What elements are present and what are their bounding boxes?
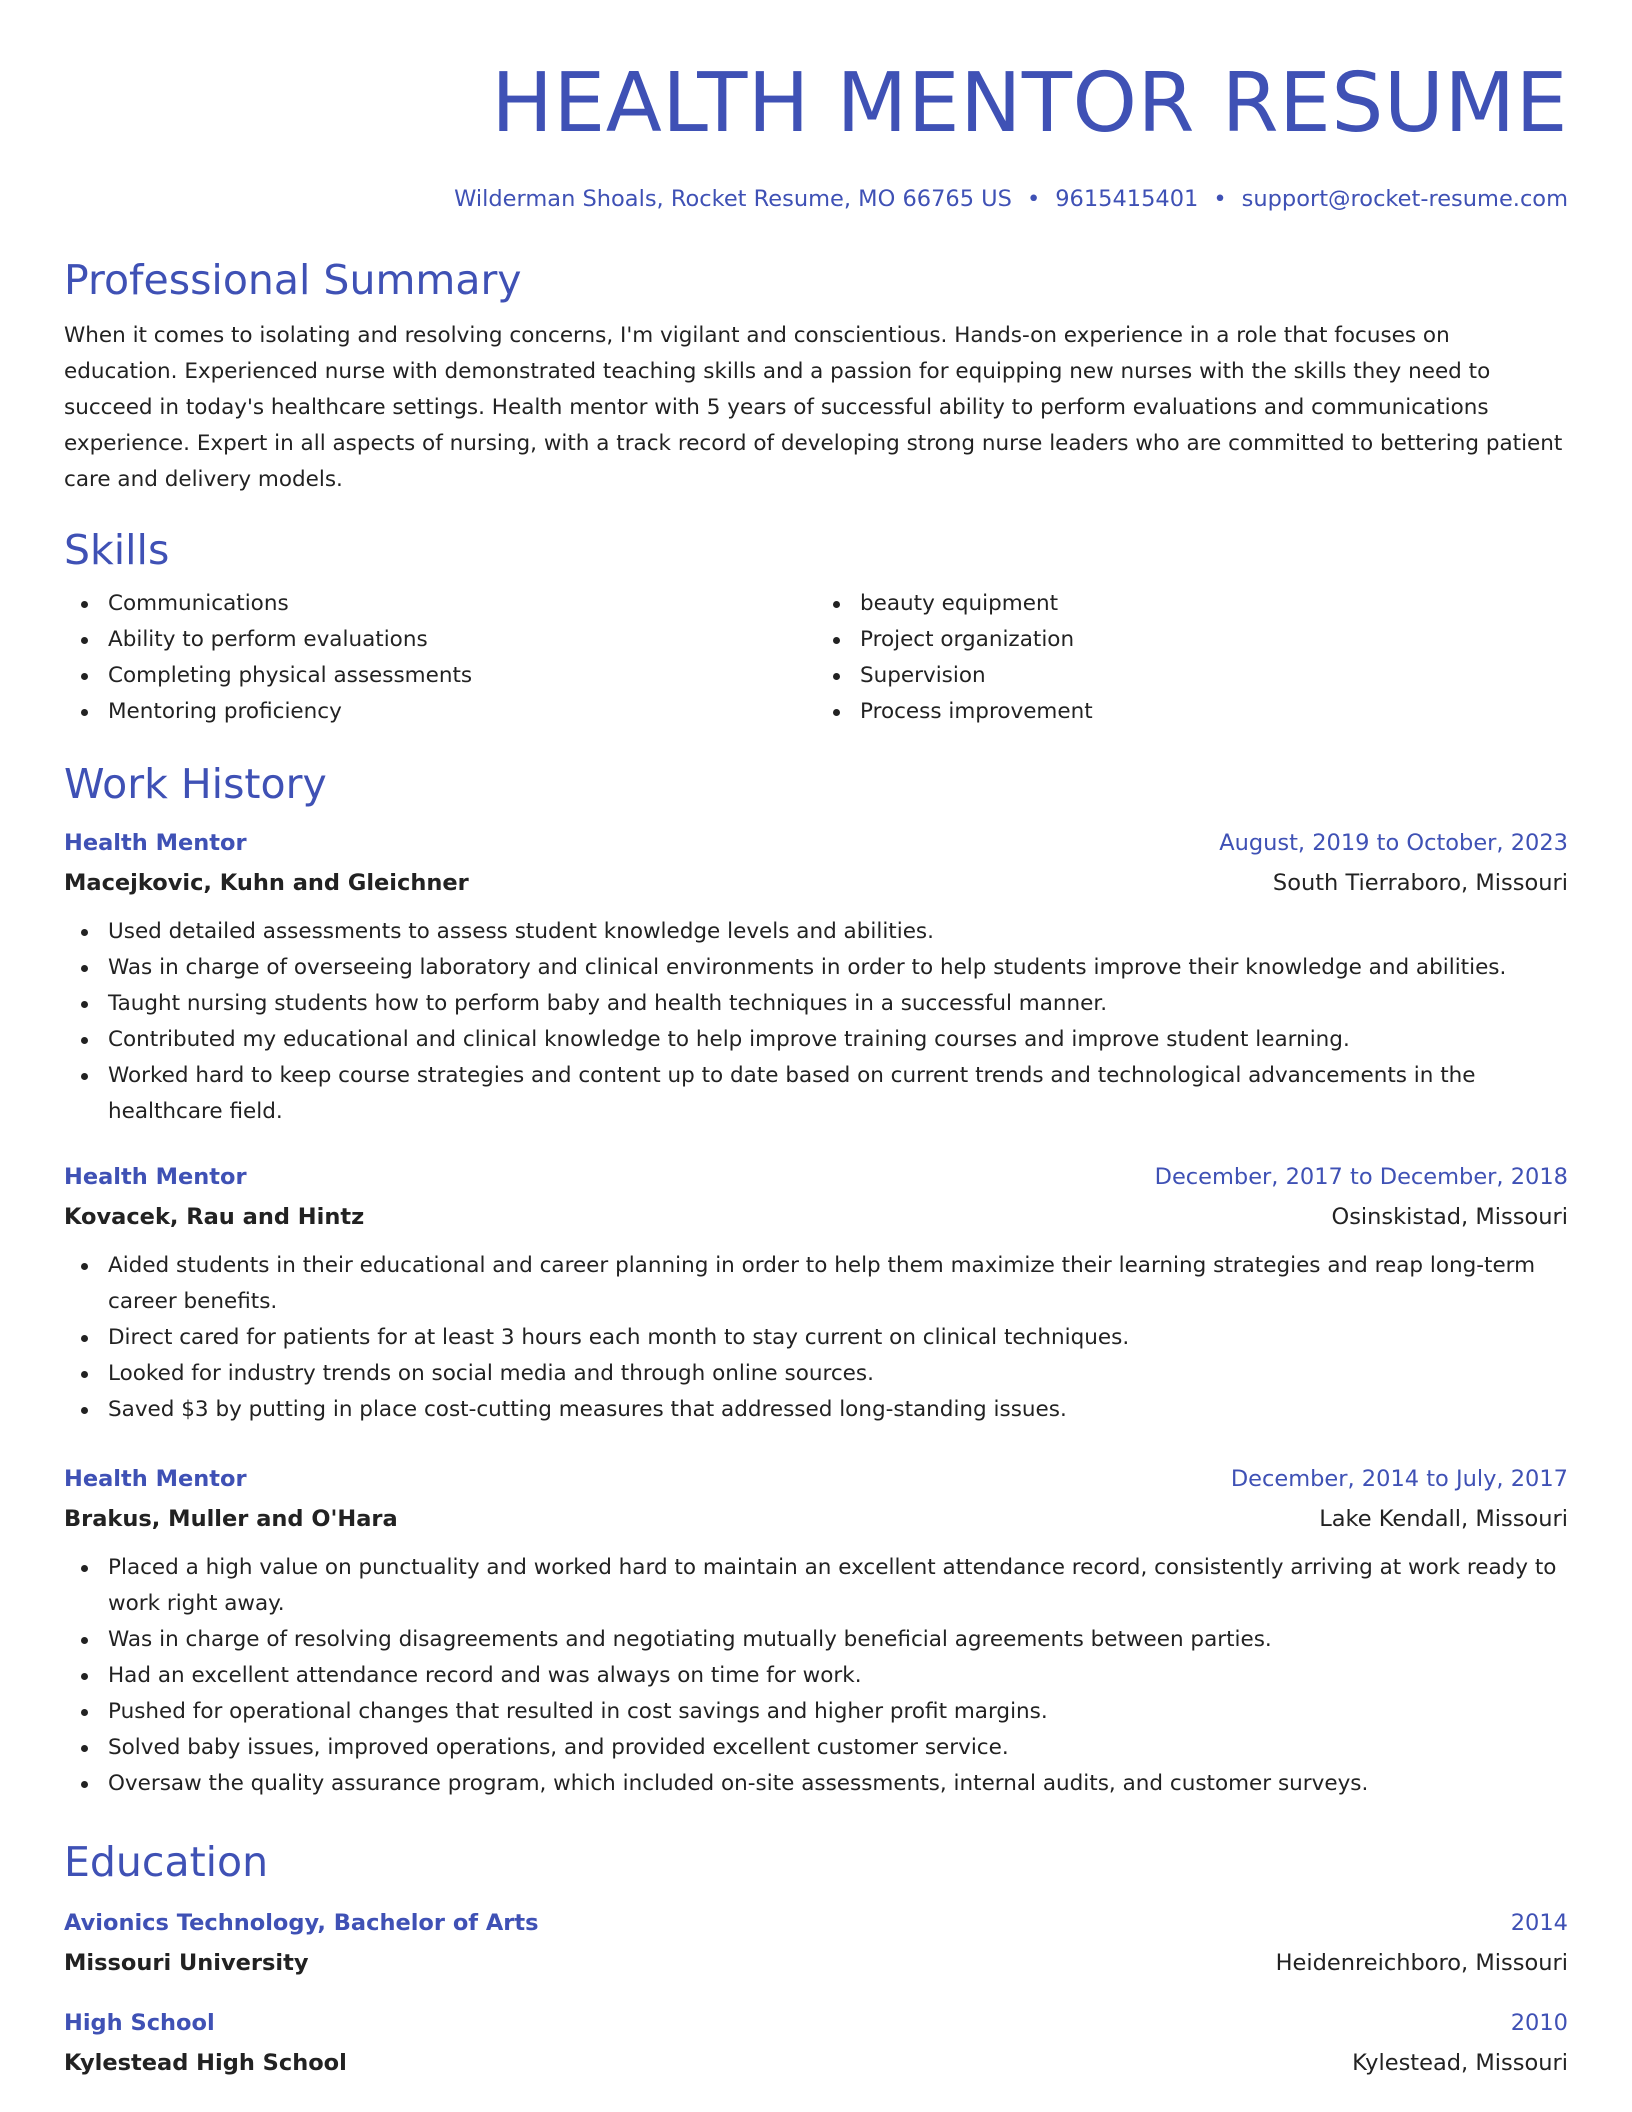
job-entry (64, 1162, 1568, 1428)
job-role: Health Mentor (64, 830, 247, 856)
job-bullet: Was in charge of overseeing laboratory and clinical environments in order to help students improve their knowledge and abilities. (108, 950, 1568, 986)
education-degree: High School (64, 2010, 215, 2036)
resume-header (64, 0, 1568, 214)
contact-phone: 9615415401 (1055, 186, 1199, 212)
job-bullet: Oversaw the quality assurance program, which included on-site assessments, internal audits, and customer surveys. (108, 1766, 1568, 1802)
job-entry (64, 828, 1568, 1130)
job-bullet: Aided students in their educational and career planning in order to help them maximize their learning strategies and reap long-term career benefits. (108, 1248, 1568, 1320)
skills-heading: Skills (64, 526, 170, 574)
job-bullet: Pushed for operational changes that resulted in cost savings and higher profit margins. (108, 1694, 1568, 1730)
job-bullets (64, 1248, 1568, 1428)
job-dates: December, 2014 to July, 2017 (1230, 1466, 1568, 1492)
summary-text: When it comes to isolating and resolving concerns, I'm vigilant and conscientious. Hands-on experience in a role that focuses on education. Experienced nurse with demonstrated teaching skills and a passion for equipping new nurses with the skills they need to succeed in today's healthcare settings. Health mentor with 5 years of successful ability to perform evaluations and communications experience. Expert in all aspects of nursing, with a track record of developing strong nurse leaders who are committed to bettering patient care and delivery models. (64, 323, 1563, 492)
job-bullet: Used detailed assessments to assess student knowledge levels and abilities. (108, 914, 1568, 950)
job-bullets (64, 1550, 1568, 1802)
job-company-row (64, 868, 1568, 898)
job-bullet: Had an excellent attendance record and was always on time for work. (108, 1658, 1568, 1694)
job-company: Macejkovic, Kuhn and Gleichner (64, 870, 469, 896)
job-bullet: Was in charge of resolving disagreements and negotiating mutually beneficial agreements between parties. (108, 1622, 1568, 1658)
job-company-row (64, 1202, 1568, 1232)
education-location: Heidenreichboro, Missouri (1275, 1950, 1568, 1976)
job-bullet: Worked hard to keep course strategies and content up to date based on current trends and technological advancements in the healthcare field. (108, 1058, 1568, 1130)
job-role-row (64, 1464, 1568, 1494)
education-school: Missouri University (64, 1950, 309, 1976)
job-bullets (64, 914, 1568, 1130)
job-role-row (64, 828, 1568, 858)
education-entry (64, 2008, 1568, 2078)
education-school-row (64, 2048, 1568, 2078)
job-company: Brakus, Muller and O'Hara (64, 1506, 398, 1532)
education-year: 2010 (1510, 2010, 1568, 2036)
skill-item: Process improvement (860, 694, 1568, 730)
job-role: Health Mentor (64, 1164, 247, 1190)
contact-separator: • (1026, 186, 1041, 212)
skill-item: Mentoring proficiency (108, 694, 816, 730)
job-location: South Tierraboro, Missouri (1272, 870, 1568, 896)
education-school: Kylestead High School (64, 2050, 347, 2076)
education-year: 2014 (1510, 1910, 1568, 1936)
education-degree: Avionics Technology, Bachelor of Arts (64, 1910, 539, 1936)
skills-list-right (816, 586, 1568, 730)
skill-item: Ability to perform evaluations (108, 622, 816, 658)
summary-heading: Professional Summary (64, 256, 522, 304)
job-role-row (64, 1162, 1568, 1192)
job-dates: August, 2019 to October, 2023 (1219, 830, 1568, 856)
job-role: Health Mentor (64, 1466, 247, 1492)
contact-separator: • (1213, 186, 1227, 212)
skills-grid (64, 586, 1568, 730)
job-bullet: Direct cared for patients for at least 3 hours each month to stay current on clinical techniques. (108, 1320, 1568, 1356)
skill-item: Communications (108, 586, 816, 622)
education-location: Kylestead, Missouri (1352, 2050, 1568, 2076)
education-school-row (64, 1948, 1568, 1978)
education-heading: Education (64, 1838, 269, 1886)
job-location: Osinskistad, Missouri (1331, 1204, 1568, 1230)
skill-item: Project organization (860, 622, 1568, 658)
education-degree-row (64, 2008, 1568, 2038)
resume-name: HEALTH MENTOR RESUME (491, 56, 1568, 151)
job-dates: December, 2017 to December, 2018 (1154, 1164, 1568, 1190)
job-company-row (64, 1504, 1568, 1534)
job-bullet: Saved $3 by putting in place cost-cutting measures that addressed long-standing issues. (108, 1392, 1568, 1428)
skill-item: beauty equipment (860, 586, 1568, 622)
job-company: Kovacek, Rau and Hintz (64, 1204, 365, 1230)
job-bullet: Contributed my educational and clinical knowledge to help improve training courses and improve student learning. (108, 1022, 1568, 1058)
contact-email: support@rocket-resume.com (1241, 186, 1568, 212)
job-bullet: Looked for industry trends on social media and through online sources. (108, 1356, 1568, 1392)
work-history-heading: Work History (64, 760, 327, 808)
job-location: Lake Kendall, Missouri (1319, 1506, 1568, 1532)
job-bullet: Placed a high value on punctuality and worked hard to maintain an excellent attendance record, consistently arriving at work ready to work right away. (108, 1550, 1568, 1622)
job-bullet: Solved baby issues, improved operations, and provided excellent customer service. (108, 1730, 1568, 1766)
skill-item: Completing physical assessments (108, 658, 816, 694)
skills-list-left (64, 586, 816, 730)
contact-line (64, 184, 1568, 214)
education-degree-row (64, 1908, 1568, 1938)
job-bullet: Taught nursing students how to perform baby and health techniques in a successful manner. (108, 986, 1568, 1022)
education-entry (64, 1908, 1568, 1978)
job-entry (64, 1464, 1568, 1802)
skill-item: Supervision (860, 658, 1568, 694)
contact-address: Wilderman Shoals, Rocket Resume, MO 66765 US (454, 186, 1012, 212)
